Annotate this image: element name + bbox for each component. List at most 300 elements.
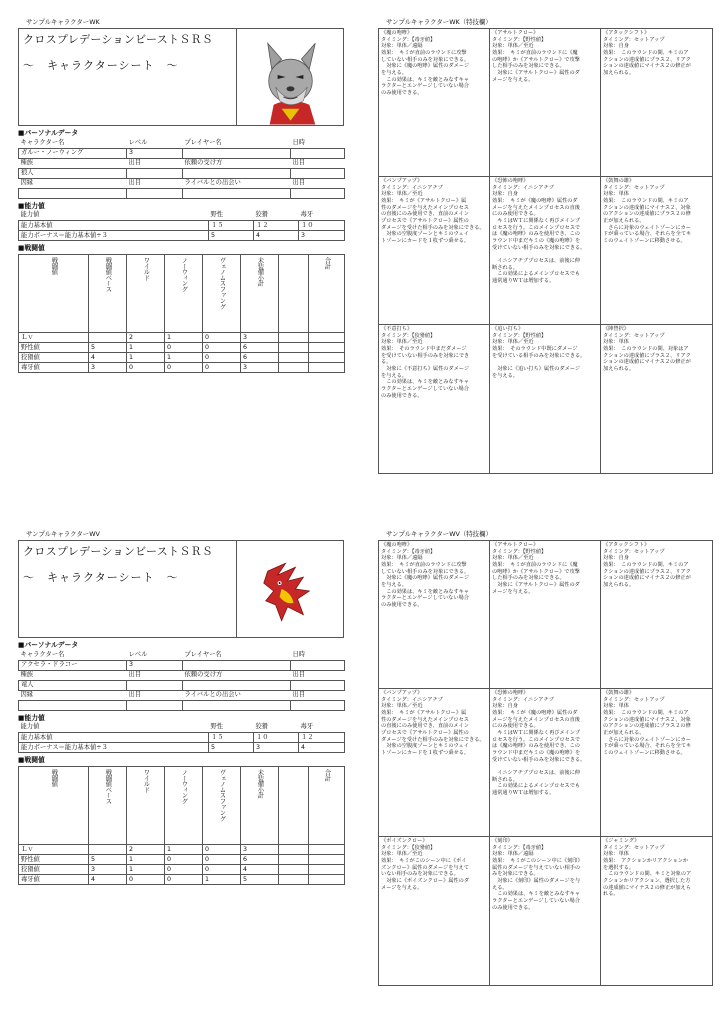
- battle-header-7: 合計: [323, 257, 331, 269]
- ability-bonus-fang[interactable]: 3: [299, 231, 345, 241]
- skill-card: [490, 29, 601, 177]
- battle-cell[interactable]: 1: [165, 333, 203, 343]
- skill-text-line: 効果： キミがこのシーン中に《ポイ: [381, 857, 467, 864]
- skill-text-line: 断される。: [492, 776, 518, 783]
- skill-text-line: タイミング：【狡猾値】: [381, 844, 436, 851]
- skill-text-line: 効果： キミが直前のラウンドに攻撃: [381, 49, 467, 56]
- skill-name: 《不意打ち》: [381, 326, 413, 332]
- skill-text-line: ミのウェイトゾーンに移動させる。: [603, 749, 686, 756]
- battle-cell[interactable]: 5: [241, 875, 279, 885]
- battle-cell[interactable]: [279, 845, 309, 855]
- skill-text-line: クションの達成値にプラス２、リアク: [603, 56, 691, 63]
- skill-name: 《アサルトクロー》: [492, 30, 539, 36]
- skill-text-line: 効果： キミが直前のラウンドに攻撃: [381, 561, 467, 568]
- skill-text-line: にのみ使用できる。: [492, 211, 539, 218]
- origin-field[interactable]: [127, 680, 183, 690]
- ability-bonus-label: 能力ボーナス＝能力基本値÷３: [19, 231, 209, 241]
- skill-text-line: 加えられる。: [603, 365, 635, 372]
- skill-text-line: 断される。: [492, 264, 518, 271]
- rival-field[interactable]: [183, 700, 291, 710]
- skill-text-line: の咆哮》か《アサルトクロー》で攻撃: [492, 56, 580, 63]
- battle-header-2: ワイルド: [142, 769, 150, 793]
- battle-cell[interactable]: 0: [165, 363, 203, 373]
- skill-name: 《追い打ち》: [492, 326, 524, 332]
- skill-text-line: 対象に《刻印》属性のダメージを与: [492, 877, 581, 884]
- skill-text-line: クションの達成値にマイナス２、対象: [603, 716, 691, 723]
- battle-cell: Ｌｖ: [19, 333, 89, 343]
- skill-text-line: の直後にのみ使用でき、直前のメイン: [381, 211, 469, 218]
- battle-heading: ■戦闘値: [18, 244, 45, 252]
- skill-text-line: [492, 251, 598, 258]
- date-field[interactable]: [291, 148, 345, 158]
- battle-cell[interactable]: 0: [203, 333, 241, 343]
- origin3-field[interactable]: [127, 700, 183, 710]
- ability-base-wild[interactable]: １５: [209, 733, 254, 743]
- battle-cell[interactable]: 0: [203, 855, 241, 865]
- ability-base-cunning[interactable]: １２: [254, 221, 299, 231]
- skill-text-line: える。: [492, 884, 508, 891]
- origin4-field[interactable]: [291, 700, 345, 710]
- skill-text-line: タイミング：セットアップ: [603, 36, 665, 43]
- skill-name: 《鼓舞の雄》: [603, 178, 635, 184]
- skill-sheet-wv: [378, 530, 713, 986]
- origin3-label: 出目: [128, 691, 142, 699]
- battle-header-1: 戦闘値ベース: [104, 769, 112, 804]
- battle-cell: 毒牙値: [19, 363, 89, 373]
- skill-text-line: 対象に《魔の咆哮》属性のダメージ: [381, 63, 470, 70]
- skill-text-line: 対象：単体／至近: [381, 851, 423, 858]
- skill-text-line: ズンクロー》属性のダメージを与えて: [381, 864, 469, 871]
- skill-text-line: の咆哮》か《アサルトクロー》で攻撃: [492, 568, 580, 575]
- species-field[interactable]: 竜人: [19, 680, 127, 690]
- charname-label: キャラクター名: [20, 138, 65, 146]
- level-field[interactable]: 3: [127, 660, 183, 670]
- battle-cell[interactable]: 3: [89, 363, 127, 373]
- date-label: 日時: [292, 650, 306, 658]
- battle-cell[interactable]: 0: [165, 343, 203, 353]
- species-label: 種族: [20, 671, 34, 679]
- skill-text-line: この効果は、キミを敵とみなすキャ: [381, 588, 469, 595]
- skill-text-line: トゾーンにカードを１枚ずつ乗せる。: [381, 749, 470, 756]
- battle-cell[interactable]: 3: [241, 845, 279, 855]
- ability-col-fang: 毒牙: [300, 723, 314, 731]
- skill-text-line: した相手のみを対象にできる。: [492, 63, 565, 70]
- battle-cell[interactable]: [309, 343, 345, 353]
- battle-cell[interactable]: 0: [203, 865, 241, 875]
- skill-text-line: タイミング：イニシアチブ: [381, 696, 443, 703]
- battle-cell[interactable]: 0: [165, 865, 203, 875]
- personal-data-table: [18, 650, 345, 711]
- sheet-title: クロスプレデーションビーストＳＲＳ: [23, 545, 214, 558]
- charname-field[interactable]: アクセラ・ドラコー: [19, 660, 127, 670]
- battle-cell[interactable]: [279, 333, 309, 343]
- battle-cell: 毒牙値: [19, 875, 89, 885]
- skill-text-line: 正が加えられる。: [603, 729, 645, 736]
- battle-row-fang: [19, 363, 345, 373]
- skill-text-line: 正が加えられる。: [603, 217, 645, 224]
- skill-text-line: を選択する。: [603, 864, 635, 871]
- battle-cell[interactable]: [309, 855, 345, 865]
- skill-text-line: は《魔の咆哮》のみを使用でき、この: [492, 231, 580, 238]
- battle-cell[interactable]: 6: [241, 343, 279, 353]
- battle-cell[interactable]: 6: [241, 353, 279, 363]
- battle-cell[interactable]: 0: [203, 343, 241, 353]
- skill-text-line: タイミング：イニシアチブ: [492, 184, 554, 191]
- origin2-label: 出目: [292, 671, 306, 679]
- battle-cell[interactable]: 4: [89, 353, 127, 363]
- battle-cell[interactable]: [309, 865, 345, 875]
- charname-field[interactable]: ガルー・ノーウィング: [19, 148, 127, 158]
- skill-text-line: のみ使用できる。: [381, 392, 423, 399]
- battle-cell[interactable]: 0: [165, 875, 203, 885]
- level-field[interactable]: 3: [127, 148, 183, 158]
- battle-cell[interactable]: 0: [165, 855, 203, 865]
- skill-text-line: 対象に《アサルトクロー》属性のダ: [492, 581, 580, 588]
- personal-data-heading: ■パーソナルデータ: [18, 129, 79, 137]
- skill-name: 《アサルトクロー》: [492, 542, 539, 548]
- skill-text-line: 効果： アクションかリアクションか: [603, 857, 689, 864]
- skill-text-line: イニシアチブプロセスは、前後に伸: [492, 257, 580, 264]
- skill-text-line: [492, 359, 598, 366]
- sheet-header: [18, 540, 344, 638]
- battle-cell[interactable]: [279, 865, 309, 875]
- skill-name: 《バンプアップ》: [381, 178, 423, 184]
- skill-text-line: メージを与えたメインプロセスの直後: [492, 204, 580, 211]
- skill-text-line: 対象：単体／至近: [381, 703, 423, 710]
- battle-cell[interactable]: 0: [203, 363, 241, 373]
- skill-text-line: 対象の空腹度ゾーンとキミのウェイ: [381, 231, 469, 238]
- skill-card: [379, 689, 490, 837]
- level-label: レベル: [128, 138, 148, 146]
- battle-header-0: 戦闘値: [50, 257, 58, 275]
- battle-cell[interactable]: 3: [241, 363, 279, 373]
- ability-bonus-cunning[interactable]: 3: [254, 743, 299, 753]
- battle-cell[interactable]: 3: [241, 333, 279, 343]
- skill-text-line: プロセスで《アサルトクロー》属性の: [381, 217, 469, 224]
- battle-cell[interactable]: [309, 845, 345, 855]
- skill-text-line: 対象：単体: [603, 191, 629, 198]
- sheet-title: クロスプレデーションビーストＳＲＳ: [23, 33, 214, 46]
- skill-text-line: メージを与える。: [492, 76, 534, 83]
- bond-field[interactable]: [19, 188, 127, 198]
- battle-heading: ■戦闘値: [18, 756, 45, 764]
- skill-name: 《アタックシフト》: [603, 542, 650, 548]
- skill-text-line: ダメージを受けた相手のみを対象にできる。: [381, 224, 485, 231]
- skill-card: [379, 177, 490, 325]
- origin-label: 出目: [128, 671, 142, 679]
- battle-cell[interactable]: 1: [127, 353, 165, 363]
- battle-header-1: 戦闘値ベース: [104, 257, 112, 292]
- skill-card: [601, 177, 712, 325]
- skill-card: [379, 29, 490, 177]
- skill-text-line: 対象：単体／至近: [492, 555, 534, 562]
- battle-cell[interactable]: [279, 855, 309, 865]
- battle-cell[interactable]: [309, 875, 345, 885]
- ability-bonus-fang[interactable]: 4: [299, 743, 345, 753]
- skill-text-line: タイミング：【野性値】: [492, 36, 547, 43]
- battle-cell[interactable]: 1: [203, 875, 241, 885]
- battle-row-lv: [19, 333, 345, 343]
- skill-card: [490, 689, 601, 837]
- battle-row-fang: [19, 875, 345, 885]
- battle-header-5: 未装備小計: [256, 769, 264, 798]
- skill-text-line: タイミング：イニシアチブ: [381, 184, 443, 191]
- origin4-label: 出目: [292, 691, 306, 699]
- skill-text-line: 対象：単体／至近: [492, 43, 534, 50]
- skill-text-line: 受けていない相手のみを対象にできる。: [492, 244, 586, 251]
- ability-table: [18, 723, 345, 754]
- skill-text-line: トゾーンにカードを１枚ずつ乗せる。: [381, 237, 470, 244]
- sheet-label: サンプルキャラクターWV: [26, 530, 100, 538]
- skill-text-line: [492, 763, 598, 770]
- skill-card: [601, 325, 712, 473]
- battle-row-cunning: [19, 865, 345, 875]
- ability-bonus-wild[interactable]: 5: [209, 743, 254, 753]
- skill-name: 《鼓舞の雄》: [603, 690, 635, 696]
- skill-text-line: タイミング：セットアップ: [603, 548, 665, 555]
- skill-text-line: 対象：単体／至近: [381, 339, 423, 346]
- battle-cell[interactable]: 0: [127, 363, 165, 373]
- battle-cell[interactable]: [279, 363, 309, 373]
- battle-cell: 狡猾値: [19, 353, 89, 363]
- origin2-field[interactable]: [291, 680, 345, 690]
- rival-label: ライバルとの出会い: [184, 179, 241, 187]
- skill-text-line: のアクションの達成値にプラス２の修: [603, 211, 691, 218]
- skill-text-line: 性のダメージを与えたメインプロセス: [381, 716, 469, 723]
- skill-name: 《恐怖の咆哮》: [492, 690, 529, 696]
- battle-cell[interactable]: 0: [203, 845, 241, 855]
- red-dragon-head-icon: [238, 541, 343, 637]
- battle-header-0: 戦闘値: [50, 769, 58, 787]
- skill-text-line: ラクターとエンゲージしていない場合: [381, 385, 469, 392]
- skill-text-line: 対象：単体／遠隔: [381, 555, 423, 562]
- skill-text-line: プロセスで《アサルトクロー》属性の: [381, 729, 469, 736]
- rival-label: ライバルとの出会い: [184, 691, 241, 699]
- skill-text-line: 対象：自身: [603, 43, 629, 50]
- skill-text-line: 効果： キミが《アサルトクロー》属: [381, 709, 467, 716]
- battle-cell: 狡猾値: [19, 865, 89, 875]
- bond-field[interactable]: [19, 700, 127, 710]
- skill-text-line: 効果： キミが直前のラウンドに《魔: [492, 561, 578, 568]
- personal-data-table: [18, 138, 345, 199]
- skill-name: 《魔の咆哮》: [381, 542, 413, 548]
- battle-cell[interactable]: 0: [203, 353, 241, 363]
- character-sheet-wv: [18, 530, 344, 885]
- skill-text-line: この効果は、キミを敵とみなすキャ: [381, 76, 469, 83]
- skill-name: 《アタックシフト》: [603, 30, 650, 36]
- battle-cell: Ｌｖ: [19, 845, 89, 855]
- skill-text-line: タイミング：イニシアチブ: [492, 696, 554, 703]
- battle-cell[interactable]: [279, 353, 309, 363]
- battle-cell[interactable]: 1: [165, 845, 203, 855]
- skill-text-line: ラクターとエンゲージしていない場合: [381, 83, 469, 90]
- skill-name: 《陣營択》: [603, 326, 629, 332]
- skill-text-line: 効果： このラウンドの間、対象はア: [603, 345, 689, 352]
- skill-text-line: のみ使用できる。: [381, 89, 423, 96]
- battle-header-6: [290, 257, 298, 264]
- skill-name: 《恐怖の咆哮》: [492, 178, 529, 184]
- skill-text-line: 対象：単体／至近: [492, 339, 534, 346]
- skill-text-line: ションの達成値にマイナス２の修正が: [603, 359, 691, 366]
- skill-text-line: 通常通りＷＴは増加する。: [492, 277, 555, 284]
- origin2-label: 出目: [292, 159, 306, 167]
- skill-text-line: この効果は、キミを敵とみなすキャ: [381, 379, 469, 386]
- skill-text-line: 対象に《追い打ち》属性のダメージ: [492, 365, 581, 372]
- skill-card: [601, 29, 712, 177]
- skill-text-line: ションの達成値にマイナス２の修正が: [603, 63, 691, 70]
- battle-cell[interactable]: [279, 343, 309, 353]
- rival-field[interactable]: [183, 188, 291, 198]
- player-field[interactable]: [183, 148, 291, 158]
- skill-text-line: メージを与えたメインプロセスの直後: [492, 716, 580, 723]
- date-field[interactable]: [291, 660, 345, 670]
- battle-cell[interactable]: [309, 353, 345, 363]
- ability-heading: ■能力値: [18, 713, 45, 722]
- skill-text-line: ラウンド中まだキミの《魔の咆哮》を: [492, 749, 581, 756]
- ability-col-cunning: 狡猾: [255, 211, 269, 219]
- origin3-label: 出目: [128, 179, 142, 187]
- ability-bonus-cunning[interactable]: 4: [254, 231, 299, 241]
- battle-cell[interactable]: [89, 333, 127, 343]
- ability-base-label: 能力基本値: [19, 221, 209, 231]
- origin3-field[interactable]: [127, 188, 183, 198]
- skill-card: [490, 837, 601, 985]
- skill-text-line: 効果： キミが直前のラウンドに《魔: [492, 49, 578, 56]
- battle-cell[interactable]: 3: [89, 865, 127, 875]
- player-field[interactable]: [183, 660, 291, 670]
- battle-cell[interactable]: 1: [127, 343, 165, 353]
- skill-card: [379, 541, 490, 689]
- skills-label: サンプルキャラクターWK（特技欄）: [386, 18, 492, 26]
- battle-cell[interactable]: 1: [127, 865, 165, 875]
- skill-text-line: していない相手のみを対象にできる。: [381, 568, 470, 575]
- skill-text-line: 対象：自身: [492, 703, 518, 710]
- skill-text-line: 効果： キミが《アサルトクロー》属: [381, 197, 467, 204]
- skill-text-line: この効果によるメインプロセスでも: [492, 783, 581, 790]
- origin2-field[interactable]: [291, 168, 345, 178]
- skill-text-line: この効果によるメインプロセスでも: [492, 271, 581, 278]
- skill-text-line: 属性のダメージを与えていない相手の: [492, 864, 581, 871]
- gray-wolf-beastman-icon: [238, 29, 343, 125]
- battle-cell[interactable]: 5: [89, 855, 127, 865]
- battle-cell: 野性値: [19, 855, 89, 865]
- origin4-label: 出目: [292, 179, 306, 187]
- skill-text-line: いない相手のみを対象にできる。: [381, 871, 459, 878]
- ability-label: 能力値: [20, 211, 40, 219]
- origin4-field[interactable]: [291, 188, 345, 198]
- skill-text-line: 効果： キミが《魔の咆哮》属性のダ: [492, 197, 578, 204]
- bond-label: 因縁: [20, 691, 34, 699]
- skill-text-line: の達成値にマイナス２の修正が加えら: [603, 884, 691, 891]
- character-sheet-wk: [18, 18, 344, 373]
- skill-text-line: ミのウェイトゾーンに移動させる。: [603, 237, 686, 244]
- ability-col-fang: 毒牙: [300, 211, 314, 219]
- ability-base-fang[interactable]: １２: [299, 733, 345, 743]
- skill-text-line: 対象：単体／遠隔: [492, 851, 534, 858]
- ability-table: [18, 211, 345, 242]
- job-field[interactable]: [183, 680, 291, 690]
- ability-base-cunning[interactable]: １０: [254, 733, 299, 743]
- skill-text-line: 加えられる。: [603, 69, 635, 76]
- skill-text-line: のみ使用できる。: [381, 601, 423, 608]
- skill-text-line: 加えられる。: [603, 581, 635, 588]
- battle-cell[interactable]: 2: [127, 845, 165, 855]
- skill-name: 《刻印》: [492, 838, 513, 844]
- skill-text-line: 対象：単体: [603, 339, 629, 346]
- skill-card: [379, 837, 490, 985]
- skill-text-line: キミはＷＴに関係なく再びメインプ: [492, 217, 581, 224]
- origin-field[interactable]: [127, 168, 183, 178]
- battle-cell[interactable]: 4: [241, 865, 279, 875]
- skill-text-line: クションの達成値にプラス２、リアク: [603, 568, 691, 575]
- skill-name: 《バンプアップ》: [381, 690, 423, 696]
- ability-base-fang[interactable]: １０: [299, 221, 345, 231]
- battle-row-wild: [19, 855, 345, 865]
- skill-text-line: 効果： キミがこのシーン中に《刻印》: [492, 857, 583, 864]
- skill-text-line: 対象：単体／至近: [381, 191, 423, 198]
- battle-cell[interactable]: [309, 333, 345, 343]
- battle-cell[interactable]: [89, 845, 127, 855]
- ability-base-wild[interactable]: １５: [209, 221, 254, 231]
- sheet-subtitle: ～ キャラクターシート ～: [23, 570, 179, 584]
- skill-text-line: ラクターとエンゲージしていない場合: [492, 897, 580, 904]
- ability-label: 能力値: [20, 723, 40, 731]
- ability-bonus-wild[interactable]: 5: [209, 231, 254, 241]
- battle-cell[interactable]: 2: [127, 333, 165, 343]
- skill-text-line: 対象に《魔の咆哮》属性のダメージ: [381, 575, 470, 582]
- battle-header-2: ワイルド: [142, 257, 150, 281]
- ability-col-wild: 野性: [210, 211, 224, 219]
- skill-text-line: さらに対象のウェイトゾーンにカー: [603, 736, 691, 743]
- bond-label: 因縁: [20, 179, 34, 187]
- date-label: 日時: [292, 138, 306, 146]
- job-label: 依頼の受け方: [184, 159, 223, 167]
- species-label: 種族: [20, 159, 34, 167]
- skill-card: [601, 689, 712, 837]
- battle-cell[interactable]: 1: [165, 353, 203, 363]
- skill-text-line: 対象の空腹度ゾーンとキミのウェイ: [381, 743, 469, 750]
- battle-header-4: ヴェノムスファング: [218, 257, 226, 310]
- skill-text-line: タイミング：【狡猾値】: [381, 332, 436, 339]
- battle-cell[interactable]: 5: [89, 343, 127, 353]
- battle-cell[interactable]: [309, 363, 345, 373]
- battle-header-6: [290, 769, 298, 776]
- skill-name: 《魔の咆哮》: [381, 30, 413, 36]
- battle-cell[interactable]: [279, 875, 309, 885]
- skill-text-line: ロセスを行う。このメインプロセスで: [492, 736, 581, 743]
- ability-col-cunning: 狡猾: [255, 723, 269, 731]
- battle-cell[interactable]: 0: [127, 875, 165, 885]
- battle-cell[interactable]: 4: [89, 875, 127, 885]
- species-field[interactable]: 狼人: [19, 168, 127, 178]
- skill-text-line: イニシアチブプロセスは、前後に伸: [492, 769, 580, 776]
- skill-text-line: れる。: [603, 891, 619, 898]
- skill-card: [601, 541, 712, 689]
- battle-row-wild: [19, 343, 345, 353]
- skill-text-line: 対象：単体: [603, 703, 629, 710]
- skill-text-line: ロセスを行う。このメインプロセスで: [492, 224, 581, 231]
- job-field[interactable]: [183, 168, 291, 178]
- battle-cell[interactable]: 6: [241, 855, 279, 865]
- battle-row-cunning: [19, 353, 345, 363]
- skill-text-line: ラクターとエンゲージしていない場合: [381, 595, 469, 602]
- battle-cell: 野性値: [19, 343, 89, 353]
- level-label: レベル: [128, 650, 148, 658]
- battle-cell[interactable]: 1: [127, 855, 165, 865]
- skill-text-line: 対象：単体／遠隔: [381, 43, 423, 50]
- skill-text-line: にのみ使用できる。: [492, 723, 539, 730]
- skill-text-line: のみ使用できる。: [492, 904, 534, 911]
